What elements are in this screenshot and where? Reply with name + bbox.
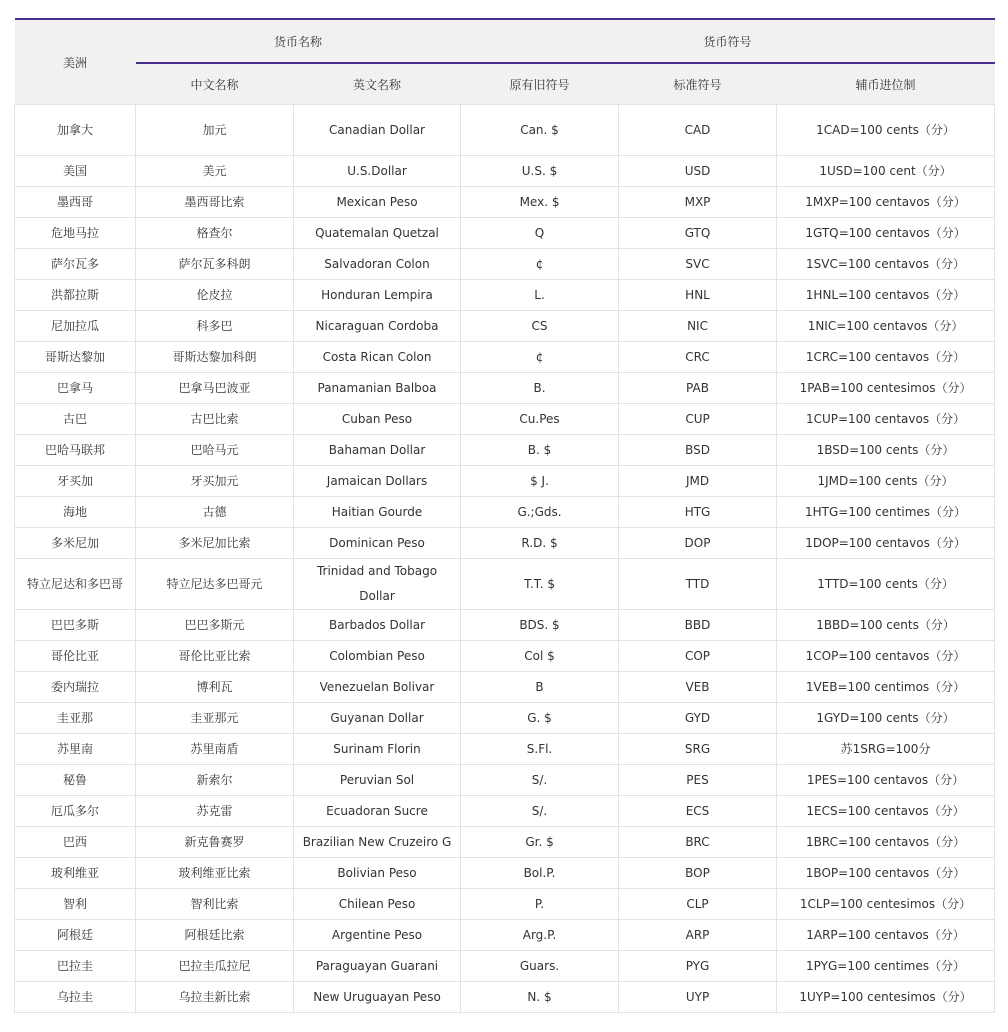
cell-en-name: Cuban Peso [294, 404, 461, 435]
cell-region: 智利 [15, 889, 136, 920]
header-subunit: 辅币进位制 [777, 63, 995, 105]
cell-old-symbol: B. [461, 373, 619, 404]
cell-old-symbol: L. [461, 280, 619, 311]
cell-region: 尼加拉瓜 [15, 311, 136, 342]
cell-en-name: Canadian Dollar [294, 105, 461, 156]
cell-region: 巴哈马联邦 [15, 435, 136, 466]
cell-region: 危地马拉 [15, 218, 136, 249]
cell-en-name: Honduran Lempira [294, 280, 461, 311]
cell-cn-name: 圭亚那元 [136, 703, 294, 734]
table-row [15, 641, 995, 672]
cell-subunit: 1COP=100 centavos（分） [777, 641, 995, 672]
cell-cn-name: 哥伦比亚比索 [136, 641, 294, 672]
cell-old-symbol: BDS. $ [461, 610, 619, 641]
cell-old-symbol: U.S. $ [461, 156, 619, 187]
table-row [15, 435, 995, 466]
cell-region: 加拿大 [15, 105, 136, 156]
cell-std-symbol: SRG [619, 734, 777, 765]
table-row [15, 610, 995, 641]
cell-subunit: 1BRC=100 centavos（分） [777, 827, 995, 858]
cell-cn-name: 玻利维亚比索 [136, 858, 294, 889]
cell-old-symbol: G. $ [461, 703, 619, 734]
cell-en-name: Salvadoran Colon [294, 249, 461, 280]
cell-region: 秘鲁 [15, 765, 136, 796]
table-row [15, 218, 995, 249]
cell-region: 巴西 [15, 827, 136, 858]
cell-region: 巴拿马 [15, 373, 136, 404]
currency-table [14, 18, 995, 1013]
header-region: 美洲 [15, 19, 136, 105]
cell-region: 巴拉圭 [15, 951, 136, 982]
cell-old-symbol: Q [461, 218, 619, 249]
cell-subunit: 1JMD=100 cents（分） [777, 466, 995, 497]
cell-old-symbol: Col $ [461, 641, 619, 672]
table-row [15, 858, 995, 889]
cell-old-symbol: S.Fl. [461, 734, 619, 765]
cell-region: 特立尼达和多巴哥 [15, 559, 136, 610]
cell-old-symbol: G.;Gds. [461, 497, 619, 528]
cell-std-symbol: COP [619, 641, 777, 672]
cell-old-symbol: B [461, 672, 619, 703]
cell-subunit: 1CRC=100 centavos（分） [777, 342, 995, 373]
cell-cn-name: 乌拉圭新比索 [136, 982, 294, 1013]
cell-en-name: Guyanan Dollar [294, 703, 461, 734]
cell-en-name: Argentine Peso [294, 920, 461, 951]
cell-old-symbol: Cu.Pes [461, 404, 619, 435]
cell-region: 墨西哥 [15, 187, 136, 218]
cell-old-symbol: Guars. [461, 951, 619, 982]
cell-subunit: 1PAB=100 centesimos（分） [777, 373, 995, 404]
cell-std-symbol: TTD [619, 559, 777, 610]
table-row [15, 672, 995, 703]
table-row [15, 105, 995, 156]
cell-cn-name: 牙买加元 [136, 466, 294, 497]
table-body [15, 105, 995, 1013]
cell-cn-name: 巴拿马巴波亚 [136, 373, 294, 404]
cell-en-name: Peruvian Sol [294, 765, 461, 796]
cell-old-symbol: T.T. $ [461, 559, 619, 610]
cell-region: 厄瓜多尔 [15, 796, 136, 827]
cell-en-name: Mexican Peso [294, 187, 461, 218]
cell-region: 哥斯达黎加 [15, 342, 136, 373]
header-cn-name: 中文名称 [136, 63, 294, 105]
cell-region: 玻利维亚 [15, 858, 136, 889]
cell-old-symbol: R.D. $ [461, 528, 619, 559]
cell-subunit: 1GYD=100 cents（分） [777, 703, 995, 734]
cell-cn-name: 巴哈马元 [136, 435, 294, 466]
cell-old-symbol: $ J. [461, 466, 619, 497]
cell-en-name: Ecuadoran Sucre [294, 796, 461, 827]
cell-region: 阿根廷 [15, 920, 136, 951]
header-currency-name: 货币名称 [136, 19, 461, 63]
cell-en-name: Surinam Florin [294, 734, 461, 765]
cell-region: 圭亚那 [15, 703, 136, 734]
cell-en-name: Costa Rican Colon [294, 342, 461, 373]
cell-std-symbol: GTQ [619, 218, 777, 249]
cell-region: 古巴 [15, 404, 136, 435]
cell-region: 哥伦比亚 [15, 641, 136, 672]
table-row [15, 982, 995, 1013]
cell-cn-name: 哥斯达黎加科朗 [136, 342, 294, 373]
cell-region: 美国 [15, 156, 136, 187]
cell-std-symbol: UYP [619, 982, 777, 1013]
cell-en-name: Trinidad and Tobago Dollar [294, 559, 461, 610]
cell-cn-name: 巴拉圭瓜拉尼 [136, 951, 294, 982]
table-row [15, 827, 995, 858]
table-row [15, 280, 995, 311]
cell-old-symbol: S/. [461, 796, 619, 827]
cell-subunit: 1VEB=100 centimos（分） [777, 672, 995, 703]
cell-subunit: 1ECS=100 centavos（分） [777, 796, 995, 827]
header-en-name: 英文名称 [294, 63, 461, 105]
cell-cn-name: 萨尔瓦多科朗 [136, 249, 294, 280]
table-row [15, 311, 995, 342]
cell-subunit: 1UYP=100 centesimos（分） [777, 982, 995, 1013]
cell-old-symbol: B. $ [461, 435, 619, 466]
cell-std-symbol: SVC [619, 249, 777, 280]
cell-en-name: Bolivian Peso [294, 858, 461, 889]
cell-std-symbol: HTG [619, 497, 777, 528]
table-row [15, 528, 995, 559]
cell-en-name: U.S.Dollar [294, 156, 461, 187]
cell-std-symbol: JMD [619, 466, 777, 497]
cell-subunit: 1MXP=100 centavos（分） [777, 187, 995, 218]
cell-subunit: 1CAD=100 cents（分） [777, 105, 995, 156]
cell-en-name: Chilean Peso [294, 889, 461, 920]
table-row [15, 559, 995, 610]
table-row [15, 796, 995, 827]
table-row [15, 404, 995, 435]
cell-std-symbol: BRC [619, 827, 777, 858]
header-old-symbol: 原有旧符号 [461, 63, 619, 105]
table-row [15, 765, 995, 796]
cell-subunit: 1BOP=100 centavos（分） [777, 858, 995, 889]
cell-old-symbol: N. $ [461, 982, 619, 1013]
cell-old-symbol: ¢ [461, 249, 619, 280]
table-row [15, 951, 995, 982]
cell-old-symbol: Gr. $ [461, 827, 619, 858]
cell-subunit: 1NIC=100 centavos（分） [777, 311, 995, 342]
table-row [15, 703, 995, 734]
cell-std-symbol: PAB [619, 373, 777, 404]
cell-std-symbol: DOP [619, 528, 777, 559]
cell-subunit: 1CLP=100 centesimos（分） [777, 889, 995, 920]
cell-subunit: 1SVC=100 centavos（分） [777, 249, 995, 280]
cell-std-symbol: CLP [619, 889, 777, 920]
cell-cn-name: 苏里南盾 [136, 734, 294, 765]
cell-cn-name: 巴巴多斯元 [136, 610, 294, 641]
cell-std-symbol: CRC [619, 342, 777, 373]
table-row [15, 466, 995, 497]
cell-cn-name: 科多巴 [136, 311, 294, 342]
table-row [15, 156, 995, 187]
cell-old-symbol: Bol.P. [461, 858, 619, 889]
table-row [15, 373, 995, 404]
cell-region: 乌拉圭 [15, 982, 136, 1013]
cell-cn-name: 苏克雷 [136, 796, 294, 827]
currency-table-container [14, 18, 994, 1013]
cell-subunit: 1DOP=100 centavos（分） [777, 528, 995, 559]
cell-cn-name: 墨西哥比索 [136, 187, 294, 218]
cell-old-symbol: Can. $ [461, 105, 619, 156]
cell-std-symbol: ARP [619, 920, 777, 951]
cell-en-name: Jamaican Dollars [294, 466, 461, 497]
cell-old-symbol: ¢ [461, 342, 619, 373]
cell-cn-name: 智利比索 [136, 889, 294, 920]
cell-subunit: 1CUP=100 centavos（分） [777, 404, 995, 435]
table-row [15, 187, 995, 218]
cell-std-symbol: CUP [619, 404, 777, 435]
cell-std-symbol: NIC [619, 311, 777, 342]
cell-cn-name: 美元 [136, 156, 294, 187]
cell-cn-name: 新克鲁赛罗 [136, 827, 294, 858]
cell-en-name: Venezuelan Bolivar [294, 672, 461, 703]
cell-old-symbol: Arg.P. [461, 920, 619, 951]
cell-std-symbol: CAD [619, 105, 777, 156]
cell-subunit: 1GTQ=100 centavos（分） [777, 218, 995, 249]
cell-std-symbol: PES [619, 765, 777, 796]
cell-en-name: Haitian Gourde [294, 497, 461, 528]
cell-en-name: New Uruguayan Peso [294, 982, 461, 1013]
cell-subunit: 1BSD=100 cents（分） [777, 435, 995, 466]
cell-std-symbol: BSD [619, 435, 777, 466]
table-row [15, 342, 995, 373]
cell-subunit: 1USD=100 cent（分） [777, 156, 995, 187]
cell-subunit: 1BBD=100 cents（分） [777, 610, 995, 641]
cell-std-symbol: BOP [619, 858, 777, 889]
cell-std-symbol: ECS [619, 796, 777, 827]
cell-cn-name: 古巴比索 [136, 404, 294, 435]
cell-region: 委内瑞拉 [15, 672, 136, 703]
cell-cn-name: 多米尼加比索 [136, 528, 294, 559]
cell-subunit: 1HTG=100 centimes（分） [777, 497, 995, 528]
cell-cn-name: 博利瓦 [136, 672, 294, 703]
cell-cn-name: 古德 [136, 497, 294, 528]
cell-region: 萨尔瓦多 [15, 249, 136, 280]
table-row [15, 920, 995, 951]
cell-en-name: Bahaman Dollar [294, 435, 461, 466]
cell-old-symbol: P. [461, 889, 619, 920]
cell-en-name: Barbados Dollar [294, 610, 461, 641]
cell-old-symbol: S/. [461, 765, 619, 796]
cell-region: 海地 [15, 497, 136, 528]
cell-en-name: Nicaraguan Cordoba [294, 311, 461, 342]
cell-std-symbol: USD [619, 156, 777, 187]
cell-old-symbol: Mex. $ [461, 187, 619, 218]
cell-subunit: 1PES=100 centavos（分） [777, 765, 995, 796]
cell-en-name: Panamanian Balboa [294, 373, 461, 404]
table-row [15, 734, 995, 765]
cell-en-name: Dominican Peso [294, 528, 461, 559]
cell-cn-name: 伦皮拉 [136, 280, 294, 311]
cell-std-symbol: MXP [619, 187, 777, 218]
cell-region: 牙买加 [15, 466, 136, 497]
cell-en-name: Quatemalan Quetzal [294, 218, 461, 249]
cell-cn-name: 新索尔 [136, 765, 294, 796]
cell-cn-name: 加元 [136, 105, 294, 156]
cell-std-symbol: VEB [619, 672, 777, 703]
table-row [15, 889, 995, 920]
cell-cn-name: 特立尼达多巴哥元 [136, 559, 294, 610]
cell-cn-name: 阿根廷比索 [136, 920, 294, 951]
cell-std-symbol: GYD [619, 703, 777, 734]
header-std-symbol: 标准符号 [619, 63, 777, 105]
cell-std-symbol: PYG [619, 951, 777, 982]
cell-subunit: 1HNL=100 centavos（分） [777, 280, 995, 311]
cell-subunit: 1ARP=100 centavos（分） [777, 920, 995, 951]
cell-en-name: Colombian Peso [294, 641, 461, 672]
table-row [15, 249, 995, 280]
cell-en-name: Brazilian New Cruzeiro G [294, 827, 461, 858]
cell-region: 洪都拉斯 [15, 280, 136, 311]
cell-subunit: 1PYG=100 centimes（分） [777, 951, 995, 982]
cell-old-symbol: CS [461, 311, 619, 342]
cell-en-name: Paraguayan Guarani [294, 951, 461, 982]
cell-cn-name: 格查尔 [136, 218, 294, 249]
header-currency-symbol: 货币符号 [461, 19, 995, 63]
table-header [15, 19, 995, 105]
cell-region: 多米尼加 [15, 528, 136, 559]
cell-region: 巴巴多斯 [15, 610, 136, 641]
cell-subunit: 苏1SRG=100分 [777, 734, 995, 765]
table-row [15, 497, 995, 528]
cell-std-symbol: HNL [619, 280, 777, 311]
cell-region: 苏里南 [15, 734, 136, 765]
cell-std-symbol: BBD [619, 610, 777, 641]
cell-subunit: 1TTD=100 cents（分） [777, 559, 995, 610]
